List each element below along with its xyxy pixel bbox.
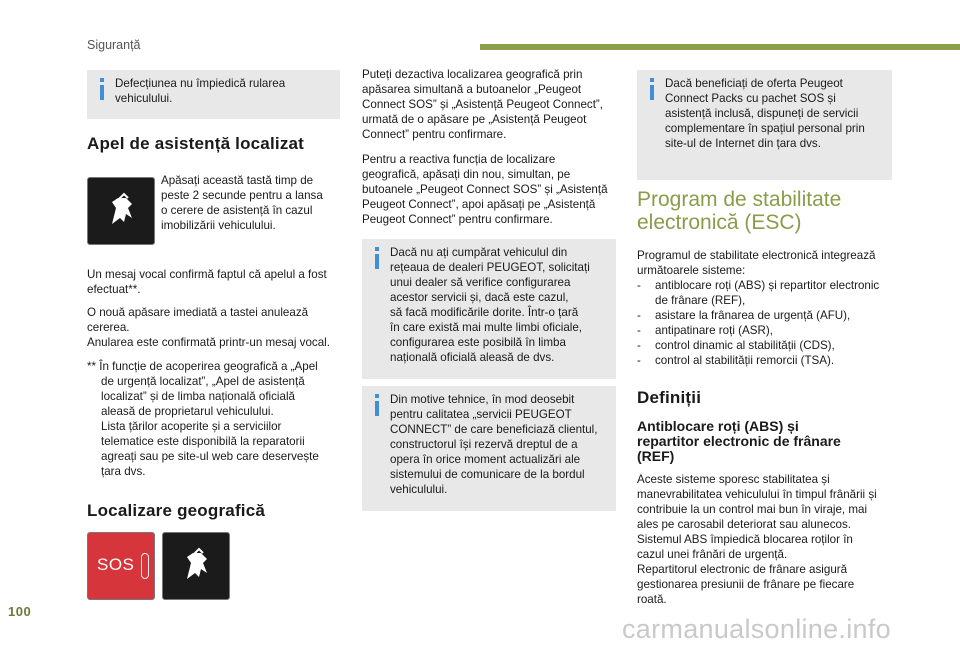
paragraph <box>362 67 616 142</box>
text-line: antiblocare roți (ABS) și repartitor electronic <box>655 279 880 292</box>
heading-assistance-call: Apel de asistență localizat <box>87 134 305 153</box>
text-line: contribuie la un control mai bun în viraje, mai <box>637 503 868 516</box>
desc-line: peste 2 secunde pentru a lansa <box>161 189 323 202</box>
text-line: ales pe carosabil deteriorat sau alunecos. <box>637 518 851 531</box>
text-line: în care există mai multe limbi oficiale, <box>390 321 583 334</box>
text-line: manevrabilitatea vehiculului în timpul frânării și <box>637 488 877 501</box>
text-line: roată. <box>637 593 667 606</box>
esc-system-list <box>637 278 892 368</box>
text-line: Din motive tehnice, în mod deosebit <box>390 393 575 406</box>
header-accent-bar <box>480 44 960 50</box>
peugeot-lion-icon <box>88 178 156 246</box>
text-line: control dinamic al stabilității (CDS), <box>655 339 835 352</box>
heading-line: electronică (ESC) <box>637 211 802 234</box>
abs-ref-body <box>637 472 892 607</box>
desc-line: imobilizării vehiculului. <box>161 219 276 232</box>
text-line: Anularea este confirmată printr-un mesaj vocal. <box>87 336 330 349</box>
header-section-title: Siguranță <box>87 38 141 52</box>
text-line: gestionarea presiunii de frânare pe fiecare <box>637 578 855 591</box>
text-line: sistemului de comunicare de la bordul <box>390 468 585 481</box>
text-line: Pentru a reactiva funcția de localizare <box>362 153 556 166</box>
list-item: - asistare la frânarea de urgență (AFU), <box>637 308 892 323</box>
text-line: Repartitorul electronic de frânare asigură <box>637 563 848 576</box>
desc-line: Apăsați această tastă timp de <box>161 174 314 187</box>
heading-line: (REF) <box>637 448 675 464</box>
list-item: - control dinamic al stabilității (CDS), <box>637 338 892 353</box>
text-line: vehiculului. <box>390 483 448 496</box>
text-line: Dacă nu ați cumpărat vehiculul din <box>390 246 568 259</box>
paragraph <box>87 305 340 350</box>
text-line: apăsarea simultană a butoanelor „Peugeot <box>362 83 582 96</box>
column-3 <box>637 70 892 607</box>
subheading-abs-ref <box>637 419 892 464</box>
text-line: agreați sau pe site-ul web care deservește <box>101 450 319 463</box>
text-line: urmată de o apăsare pe „Asistență Peugeot <box>362 113 587 126</box>
list-item: - control al stabilității remorcii (TSA). <box>637 353 892 368</box>
text-line: configurarea este posibilă în limba <box>390 336 566 349</box>
text-line: Peugeot Connect” pentru confirmare. <box>362 213 553 226</box>
text-line: Connect Packs cu pachet SOS și <box>665 92 836 105</box>
heading-line: Program de stabilitate <box>637 188 842 211</box>
text-line: efectuat**. <box>87 283 141 296</box>
text-line: Puteți dezactiva localizarea geografică prin <box>362 68 583 81</box>
heading-esc <box>637 188 892 234</box>
list-item: - antiblocare roți (ABS) și repartitor electronic de frânare (REF), <box>637 278 892 308</box>
heading-geolocation: Localizare geografică <box>87 501 266 520</box>
text-line: telematice este disponibilă la reparatorii <box>101 435 305 448</box>
text-line: Aceste sisteme sporesc stabilitatea și <box>637 473 830 486</box>
text-line: Un mesaj vocal confirmă faptul că apelul a fost <box>87 268 327 281</box>
text-line: Connect” pentru confirmare. <box>362 128 507 141</box>
text-line: unui dealer să verifice configurarea <box>390 276 571 289</box>
text-line: Programul de stabilitate electronică integrează <box>637 249 876 262</box>
text-line: următoarele sisteme: <box>637 264 746 277</box>
button-description-block <box>87 173 340 257</box>
text-line: control al stabilității remorcii (TSA). <box>655 354 835 367</box>
page-number: 100 <box>8 604 32 619</box>
text-line: O nouă apăsare imediată a tastei anulează <box>87 306 309 319</box>
esc-intro <box>637 248 892 278</box>
text-line: de frânare (REF), <box>655 294 746 307</box>
button-description <box>161 173 341 233</box>
paragraph <box>362 152 616 227</box>
text-line: să facă modificările dorite. Într-o țară <box>390 306 579 319</box>
text-line: ** În funcție de acoperirea geografică a „Apel <box>87 360 318 373</box>
text-line: cererea. <box>87 321 130 334</box>
info-icon <box>371 394 383 416</box>
text-line: asistare la frânarea de urgență (AFU), <box>655 309 851 322</box>
text-line: butoanele „Peugeot Connect SOS” și „Asistență <box>362 183 608 196</box>
text-line: CONNECT” de care beneficiază clientul, <box>390 423 598 436</box>
info-note <box>362 386 616 511</box>
heading-line: Antiblocare roți (ABS) și <box>637 418 799 434</box>
geolocation-buttons <box>87 532 340 602</box>
column-1 <box>87 70 340 602</box>
text-line: rețeaua de dealeri PEUGEOT, solicitați <box>390 261 590 274</box>
text-line: opera în orice moment actualizări ale <box>390 453 581 466</box>
text-line: Dacă beneficiați de oferta Peugeot <box>665 77 843 90</box>
sos-button[interactable] <box>87 532 155 600</box>
text-line: antipatinare roți (ASR), <box>655 324 773 337</box>
text-line: pentru calitatea „servicii PEUGEOT <box>390 408 572 421</box>
text-line: localizat” și de limba națională oficială <box>101 390 295 403</box>
note-text: Defecțiunea nu împiedică rularea vehiculului. <box>115 77 286 105</box>
text-line: aleasă de proprietarul vehiculului. <box>101 405 274 418</box>
text-line: site-ul de Internet din țara dvs. <box>665 137 821 150</box>
text-line: acestor servicii și, dacă este cazul, <box>390 291 569 304</box>
text-line: Peugeot Connect”, apoi apăsați pe „Asistență <box>362 198 596 211</box>
text-line: geografică, apăsați din nou, simultan, pe <box>362 168 571 181</box>
paragraph <box>87 267 340 297</box>
text-line: cazul unei frânări de urgență. <box>637 548 788 561</box>
text-line: de urgență localizat”, „Apel de asistență <box>101 375 305 388</box>
peugeot-assistance-button[interactable] <box>87 177 155 245</box>
info-icon <box>371 247 383 269</box>
peugeot-lion-icon <box>163 533 231 601</box>
info-icon <box>96 78 108 100</box>
peugeot-assistance-button[interactable] <box>162 532 230 600</box>
sos-label: SOS <box>97 555 135 574</box>
info-icon <box>646 78 658 100</box>
text-line: constructorul își rezervă dreptul de a <box>390 438 578 451</box>
column-2 <box>362 67 616 511</box>
watermark: carmanualsonline.info <box>622 614 891 644</box>
text-line: Connect SOS” și „Asistență Peugeot Connect”, <box>362 98 604 111</box>
info-note <box>87 70 340 119</box>
text-line: Sistemul ABS împiedică blocarea roților în <box>637 533 853 546</box>
footnote <box>87 359 340 479</box>
desc-line: o cerere de asistență în cazul <box>161 204 313 217</box>
text-line: națională oficială aleasă de dvs. <box>390 351 555 364</box>
text-line: complementare în spațiul personal prin <box>665 122 865 135</box>
heading-line: repartitor electronic de frânare <box>637 433 841 449</box>
text-line: țara dvs. <box>101 465 146 478</box>
list-item: - antipatinare roți (ASR), <box>637 323 892 338</box>
text-line: Lista țărilor acoperite și a serviciilor <box>101 420 282 433</box>
text-line: asistență inclusă, dispuneți de servicii <box>665 107 859 120</box>
heading-definitions: Definiții <box>637 388 702 407</box>
sos-slot-icon <box>141 553 149 579</box>
info-note <box>362 239 616 379</box>
info-note <box>637 70 892 180</box>
